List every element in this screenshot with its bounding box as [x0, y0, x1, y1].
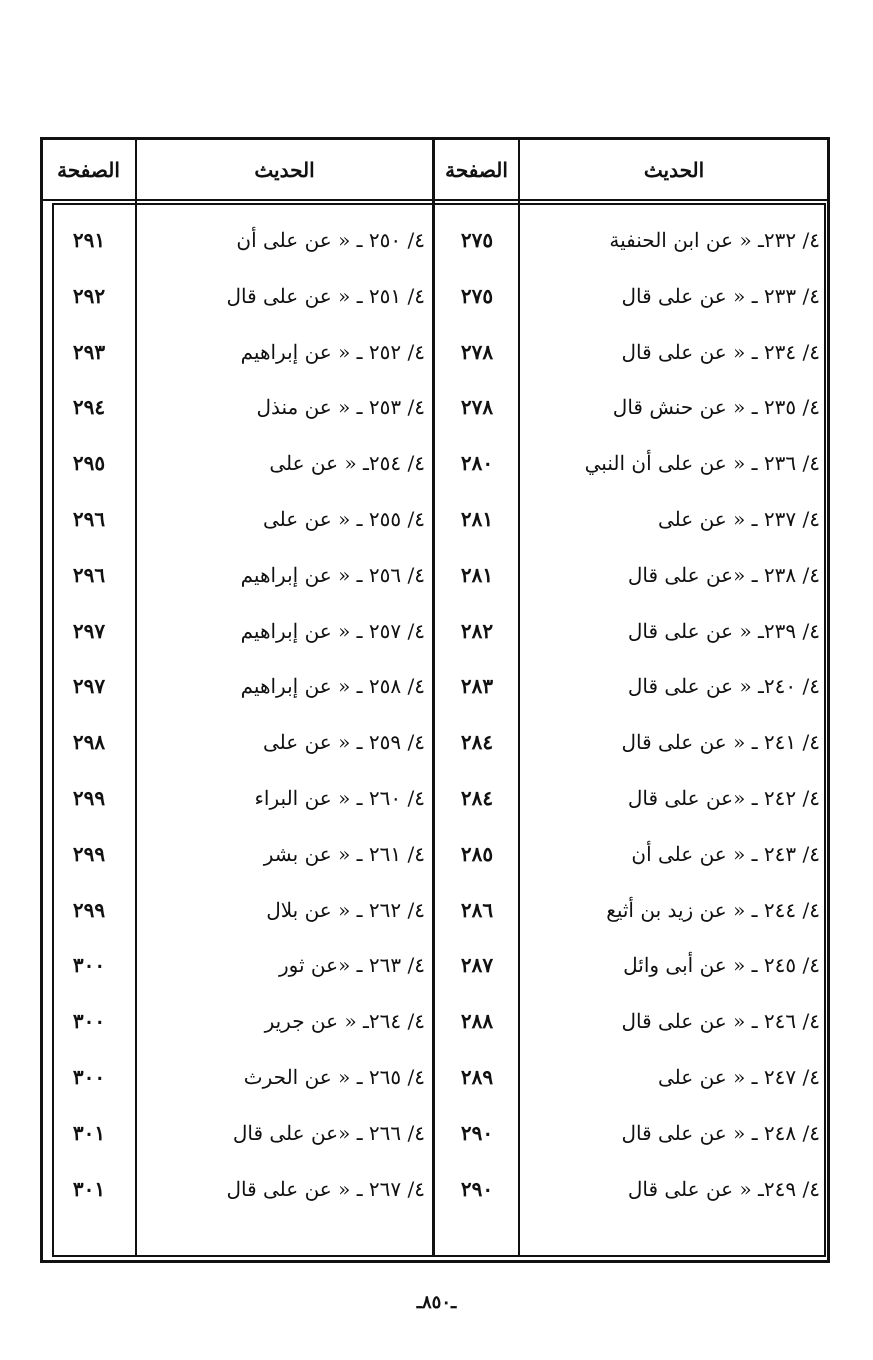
right-page-number: ٢٨٣ [460, 674, 494, 698]
right-page-number: ٢٨٢ [460, 619, 494, 643]
left-hadith-entry: ٤/ ٢٥٢ ـ « عن إبراهيم [240, 340, 425, 364]
right-hadith-entry: ٤/ ٢٤٩ـ « عن على قال [627, 1177, 820, 1201]
right-hadith-entry: ٤/ ٢٤٧ ـ « عن على [657, 1065, 820, 1089]
left-page-number: ٢٩٨ [72, 730, 106, 754]
column-divider-left-page [135, 139, 137, 1257]
left-hadith-entry: ٤/ ٢٦٤ـ « عن جرير [264, 1009, 425, 1033]
left-page-number: ٢٩٣ [72, 340, 106, 364]
right-hadith-entry: ٤/ ٢٤٢ ـ «عن على قال [627, 786, 820, 810]
left-hadith-entry: ٤/ ٢٦٢ ـ « عن بلال [266, 898, 425, 922]
left-page-number: ٣٠٠ [72, 1009, 106, 1033]
left-page-number: ٣٠١ [72, 1177, 106, 1201]
column-divider-center [432, 139, 435, 1257]
right-hadith-entry: ٤/ ٢٤٠ـ « عن على قال [627, 674, 820, 698]
right-page-number: ٢٧٥ [460, 284, 494, 308]
right-hadith-entry: ٤/ ٢٤٦ ـ « عن على قال [621, 1009, 820, 1033]
left-hadith-entry: ٤/ ٢٦٣ ـ «عن ثور [279, 953, 425, 977]
left-page-number: ٣٠٠ [72, 953, 106, 977]
right-page-number: ٢٩٠ [460, 1121, 494, 1145]
left-page-number: ٣٠٠ [72, 1065, 106, 1089]
right-hadith-entry: ٤/ ٢٣٦ ـ « عن على أن النبي [584, 451, 820, 475]
left-page-number: ٢٩٩ [72, 898, 106, 922]
left-hadith-entry: ٤/ ٢٥٣ ـ « عن منذل [256, 395, 425, 419]
right-page-number: ٢٨٤ [460, 786, 494, 810]
left-page-number: ٣٠١ [72, 1121, 106, 1145]
right-page-number: ٢٧٨ [460, 395, 494, 419]
left-page-number: ٢٩٢ [72, 284, 106, 308]
right-hadith-entry: ٤/ ٢٤٣ ـ « عن على أن [631, 842, 820, 866]
header-right-page: الصفحة [445, 158, 508, 182]
left-page-number: ٢٩٩ [72, 786, 106, 810]
left-hadith-entry: ٤/ ٢٥٧ ـ « عن إبراهيم [240, 619, 425, 643]
right-hadith-entry: ٤/ ٢٤٥ ـ « عن أبى وائل [623, 953, 820, 977]
left-page-number: ٢٩١ [72, 228, 106, 252]
left-hadith-entry: ٤/ ٢٥٤ـ « عن على [269, 451, 425, 475]
column-divider-right-page [518, 139, 520, 1257]
right-page-number: ٢٨٧ [460, 953, 494, 977]
right-hadith-entry: ٤/ ٢٣٣ ـ « عن على قال [621, 284, 820, 308]
right-page-number: ٢٧٨ [460, 340, 494, 364]
right-hadith-entry: ٤/ ٢٤٤ ـ « عن زيد بن أثيع [606, 898, 820, 922]
left-hadith-entry: ٤/ ٢٥٠ ـ « عن على أن [236, 228, 425, 252]
header-separator [40, 199, 830, 201]
right-page-number: ٢٨٩ [460, 1065, 494, 1089]
left-hadith-entry: ٤/ ٢٥٦ ـ « عن إبراهيم [240, 563, 425, 587]
header-left-hadith: الحديث [254, 158, 315, 182]
right-page-number: ٢٨٥ [460, 842, 494, 866]
right-page-number: ٢٨٨ [460, 1009, 494, 1033]
right-page-number: ٢٨١ [460, 507, 494, 531]
right-page-number: ٢٩٠ [460, 1177, 494, 1201]
right-hadith-entry: ٤/ ٢٣٩ـ « عن على قال [627, 619, 820, 643]
left-hadith-entry: ٤/ ٢٥١ ـ « عن على قال [226, 284, 425, 308]
left-hadith-entry: ٤/ ٢٦٧ ـ « عن على قال [226, 1177, 425, 1201]
right-page-number: ٢٨٠ [460, 451, 494, 475]
left-hadith-entry: ٤/ ٢٦٦ ـ «عن على قال [232, 1121, 425, 1145]
right-hadith-entry: ٤/ ٢٤١ ـ « عن على قال [621, 730, 820, 754]
right-page-number: ٢٧٥ [460, 228, 494, 252]
left-page-number: ٢٩٦ [72, 507, 106, 531]
left-page-number: ٢٩٩ [72, 842, 106, 866]
right-page-number: ٢٨١ [460, 563, 494, 587]
left-page-number: ٢٩٧ [72, 619, 106, 643]
header-right-hadith: الحديث [643, 158, 705, 182]
left-page-number: ٢٩٧ [72, 674, 106, 698]
right-hadith-entry: ٤/ ٢٣٢ـ « عن ابن الحنفية [609, 228, 820, 252]
left-page-number: ٢٩٥ [72, 451, 106, 475]
left-hadith-entry: ٤/ ٢٥٨ ـ « عن إبراهيم [240, 674, 425, 698]
right-page-number: ٢٨٦ [460, 898, 494, 922]
left-hadith-entry: ٤/ ٢٦٠ ـ « عن البراء [254, 786, 425, 810]
right-hadith-entry: ٤/ ٢٣٥ ـ « عن حنش قال [612, 395, 820, 419]
left-page-number: ٢٩٤ [72, 395, 106, 419]
left-hadith-entry: ٤/ ٢٦٥ ـ « عن الحرث [243, 1065, 425, 1089]
right-hadith-entry: ٤/ ٢٤٨ ـ « عن على قال [621, 1121, 820, 1145]
left-hadith-entry: ٤/ ٢٦١ ـ « عن بشر [263, 842, 425, 866]
right-hadith-entry: ٤/ ٢٣٤ ـ « عن على قال [621, 340, 820, 364]
right-page-number: ٢٨٤ [460, 730, 494, 754]
left-page-number: ٢٩٦ [72, 563, 106, 587]
right-hadith-entry: ٤/ ٢٣٨ ـ «عن على قال [627, 563, 820, 587]
left-hadith-entry: ٤/ ٢٥٩ ـ « عن على [262, 730, 425, 754]
page-number: ـ٨٥٠ـ [416, 1292, 457, 1313]
right-hadith-entry: ٤/ ٢٣٧ ـ « عن على [657, 507, 820, 531]
left-hadith-entry: ٤/ ٢٥٥ ـ « عن على [262, 507, 425, 531]
header-left-page: الصفحة [57, 158, 120, 182]
